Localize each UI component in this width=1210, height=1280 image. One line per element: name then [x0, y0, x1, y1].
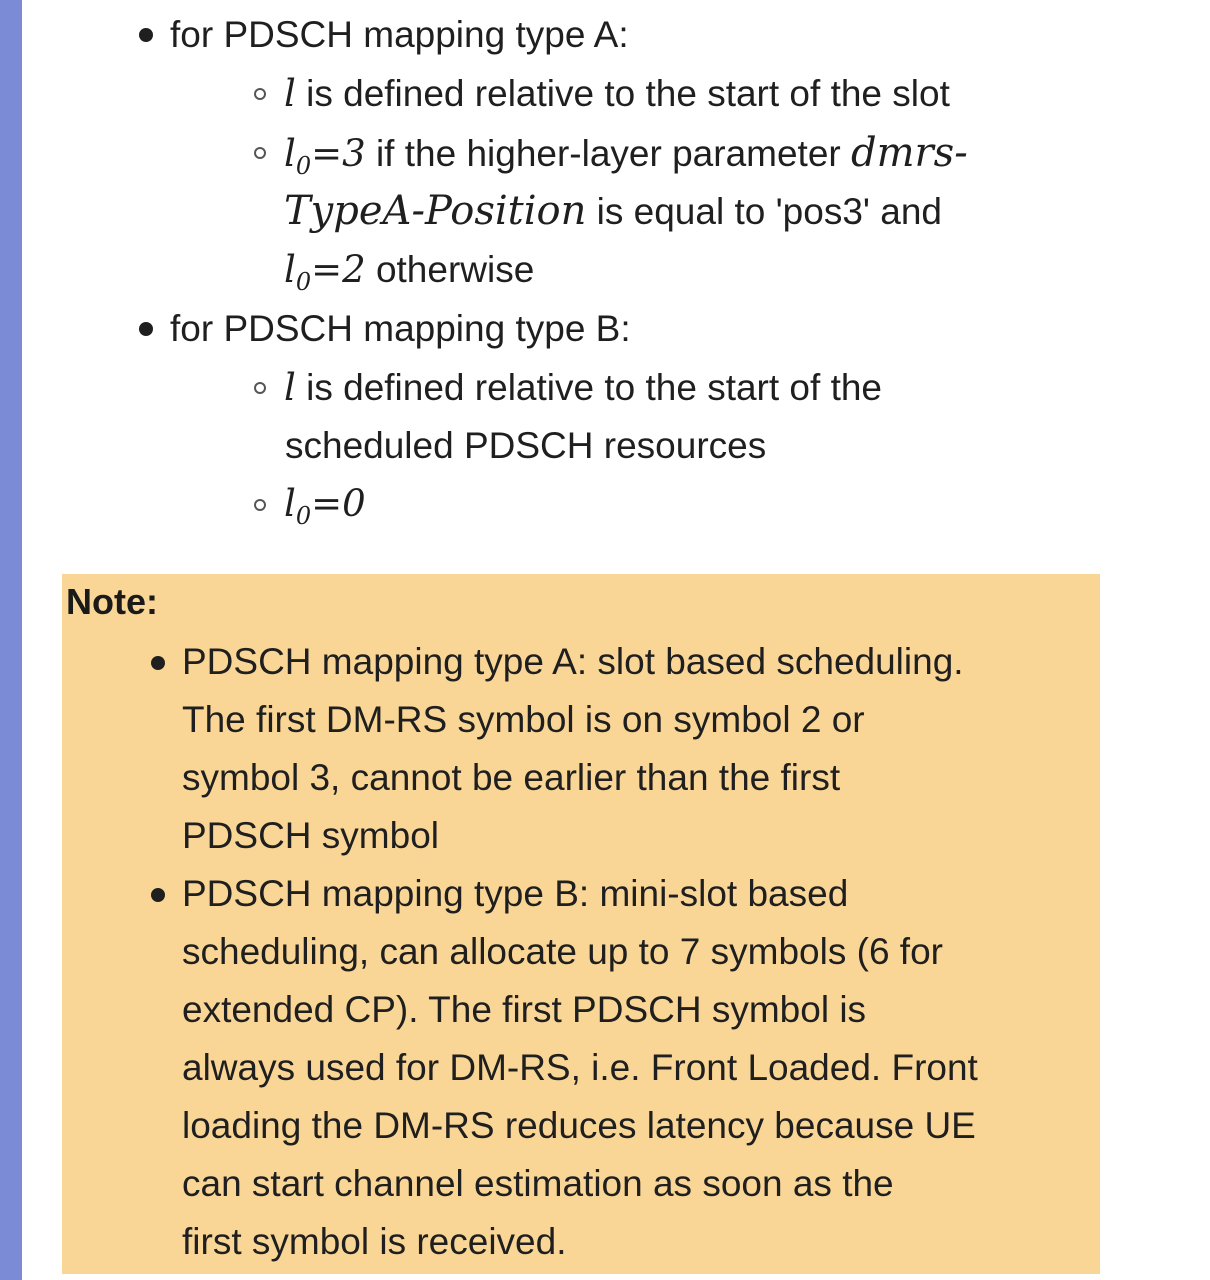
note-label: Note: — [66, 581, 158, 622]
l0-text2: is equal to 'pos3' and — [586, 191, 942, 232]
type-a-l0-line3 — [284, 248, 534, 304]
l0-eq3: =3 — [311, 132, 366, 175]
circle-bullet-icon — [254, 88, 266, 100]
bullet-icon — [139, 322, 153, 336]
note-item-2-line: PDSCH mapping type B: mini-slot based — [182, 873, 849, 914]
bullet-icon — [139, 28, 153, 42]
l-symbol: l — [284, 366, 296, 409]
l0-eq2: =2 — [311, 248, 366, 291]
l0-otherwise: otherwise — [365, 249, 535, 290]
note-item-1-line: The first DM-RS symbol is on symbol 2 or — [182, 699, 865, 740]
param-dmrs: dmrs- — [851, 130, 968, 176]
note-item-2-line: first symbol is received. — [182, 1221, 567, 1262]
l0-text1: if the higher-layer parameter — [365, 133, 852, 174]
bullet-icon — [151, 888, 165, 902]
type-a-l-item — [284, 72, 950, 116]
note-item-1-line: PDSCH symbol — [182, 815, 439, 856]
note-item-1-line: PDSCH mapping type A: slot based scheduling. — [182, 641, 964, 682]
type-b-heading: for PDSCH mapping type B: — [170, 308, 631, 349]
circle-bullet-icon — [254, 147, 266, 159]
l0-symbol: l — [284, 132, 296, 175]
left-accent-bar — [0, 0, 22, 1280]
circle-bullet-icon — [254, 499, 266, 511]
note-item-2-line: always used for DM-RS, i.e. Front Loaded. Front — [182, 1047, 978, 1088]
type-a-l0-line1 — [284, 131, 968, 188]
note-item-2-line: extended CP). The first PDSCH symbol is — [182, 989, 867, 1030]
type-b-l0-item — [284, 482, 366, 538]
circle-bullet-icon — [254, 382, 266, 394]
l0-symbol: l — [284, 482, 296, 525]
type-a-l0-line2 — [284, 189, 942, 234]
l0-subscript: 0 — [295, 268, 312, 296]
bullet-icon — [151, 656, 165, 670]
l0-symbol: l — [284, 248, 296, 291]
note-item-2-line: scheduling, can allocate up to 7 symbols (6 for — [182, 931, 943, 972]
type-b-l-line2: scheduled PDSCH resources — [285, 425, 767, 466]
type-b-l-text1: is defined relative to the start of the — [295, 367, 883, 408]
l0-subscript: 0 — [295, 152, 312, 180]
type-a-heading: for PDSCH mapping type A: — [170, 14, 629, 55]
note-item-2-line: can start channel estimation as soon as the — [182, 1163, 894, 1204]
l-symbol: l — [284, 72, 296, 115]
type-a-l-text: is defined relative to the start of the slot — [295, 73, 950, 114]
param-typea-position: TypeA-Position — [284, 188, 587, 234]
type-b-l-line1 — [284, 366, 882, 410]
note-item-2-line: loading the DM-RS reduces latency because UE — [182, 1105, 976, 1146]
l0-subscript: 0 — [295, 502, 312, 530]
l0-eq0: =0 — [311, 482, 366, 525]
note-item-1-line: symbol 3, cannot be earlier than the first — [182, 757, 841, 798]
